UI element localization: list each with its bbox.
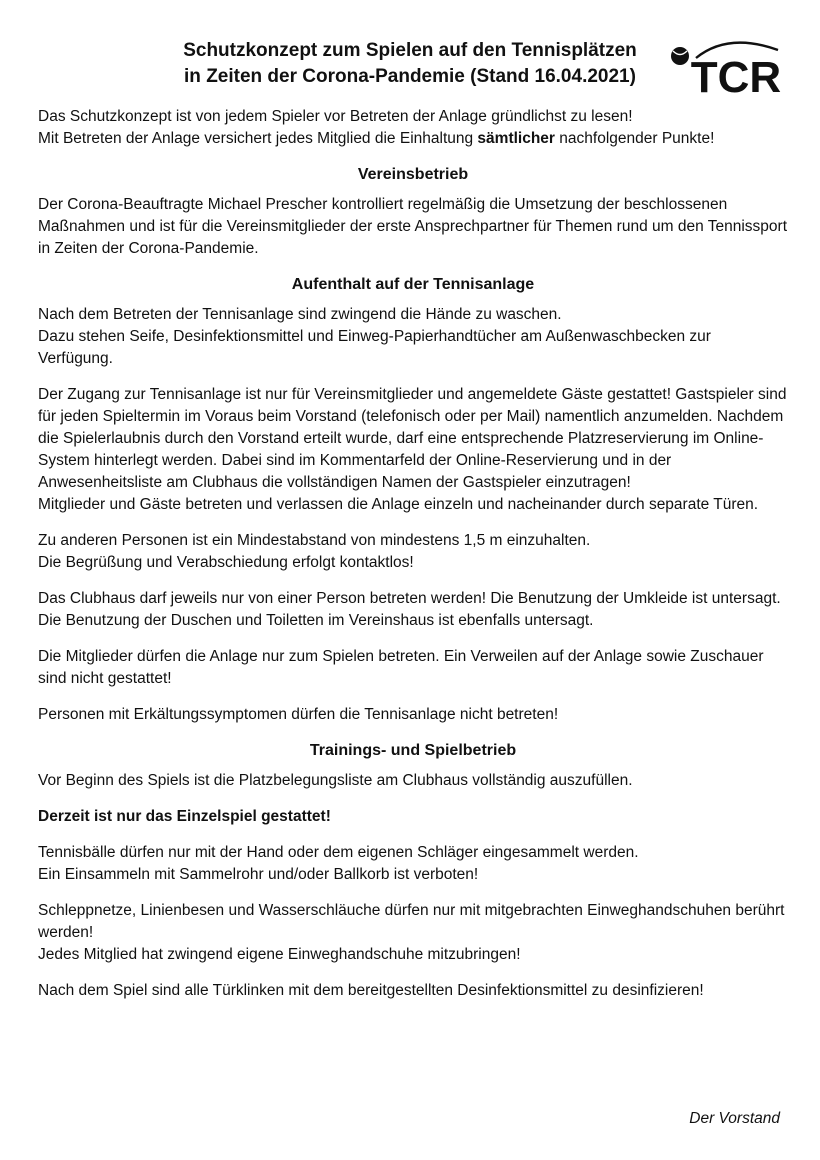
paragraph-handschuhe bbox=[38, 900, 788, 966]
document-body bbox=[38, 106, 788, 1016]
title-line-1: Schutzkonzept zum Spielen auf den Tennisplätzen bbox=[183, 40, 637, 61]
document-title bbox=[120, 38, 700, 90]
paragraph-verweilen: Die Mitglieder dürfen die Anlage nur zum Spielen betreten. Ein Verweilen auf der Anlage sowie Zuschauer sind nicht gestattet! bbox=[38, 648, 764, 687]
heading-vereinsbetrieb: Vereinsbetrieb bbox=[357, 166, 469, 183]
paragraph-tuerklinken: Nach dem Spiel sind alle Türklinken mit dem bereitgestellten Desinfektionsmittel zu desinfizieren! bbox=[38, 982, 704, 999]
intro-line-2-end: nachfolgender Punkte! bbox=[554, 130, 715, 147]
paragraph-platzbelegung: Vor Beginn des Spiels ist die Platzbelegungsliste am Clubhaus vollständig auszufüllen. bbox=[38, 772, 633, 789]
intro-line-2-start: Mit Betreten der Anlage versichert jedes Mitglied die Einhaltung bbox=[38, 130, 478, 147]
paragraph-zugang bbox=[38, 384, 788, 516]
paragraph-vereinsbetrieb: Der Corona-Beauftragte Michael Prescher kontrolliert regelmäßig die Umsetzung der beschlossenen Maßnahmen und ist für die Vereinsmitglieder der erste Ansprechpartner für Themen rund um den Tennissport in Zeiten der Corona-Pandemie. bbox=[38, 196, 787, 257]
paragraph-tennisbaelle bbox=[38, 842, 788, 886]
text-line: Nach dem Betreten der Tennisanlage sind zwingend die Hände zu waschen. bbox=[38, 306, 562, 323]
title-line-2: in Zeiten der Corona-Pandemie (Stand 16.04.2021) bbox=[184, 66, 636, 87]
tcr-logo bbox=[668, 36, 804, 100]
text-line: Schleppnetze, Linienbesen und Wasserschläuche dürfen nur mit mitgebrachten Einweghandschuhen berührt werden! bbox=[38, 902, 785, 941]
text-line: Zu anderen Personen ist ein Mindestabstand von mindestens 1,5 m einzuhalten. bbox=[38, 532, 591, 549]
text-line: Dazu stehen Seife, Desinfektionsmittel und Einweg-Papierhandtücher am Außenwaschbecken zur Verfügung. bbox=[38, 328, 711, 367]
paragraph-einzelspiel: Derzeit ist nur das Einzelspiel gestattet! bbox=[38, 808, 331, 825]
paragraph-abstand bbox=[38, 530, 788, 574]
text-line: Jedes Mitglied hat zwingend eigene Einweghandschuhe mitzubringen! bbox=[38, 946, 521, 963]
signature: Der Vorstand bbox=[689, 1110, 780, 1127]
heading-spielbetrieb: Trainings- und Spielbetrieb bbox=[309, 742, 517, 759]
logo-text: TCR bbox=[690, 53, 782, 100]
paragraph-clubhaus: Das Clubhaus darf jeweils nur von einer Person betreten werden! Die Benutzung der Umkleide ist untersagt. Die Benutzung der Duschen und Toiletten im Vereinshaus ist ebenfalls untersagt. bbox=[38, 590, 781, 629]
intro-emphasis: sämtlicher bbox=[477, 130, 555, 147]
paragraph-symptome: Personen mit Erkältungssymptomen dürfen die Tennisanlage nicht betreten! bbox=[38, 706, 559, 723]
tennis-ball-icon bbox=[671, 47, 689, 65]
intro-paragraph bbox=[38, 106, 788, 150]
text-line: Der Zugang zur Tennisanlage ist nur für Vereinsmitglieder und angemeldete Gäste gestattet! Gastspieler sind für jeden Spieltermin im Voraus beim Vorstand (telefonisch oder per Mail) namentlich anzumelden. Nachdem die Spielerlaubnis durch den Vorstand erteilt wurde, darf eine entsprechende Platzreservierung im Online-System hinterlegt werden. Dabei sind im Kommentarfeld der Online-Reservierung und in der Anwesenheitsliste am Clubhaus die vollständigen Namen der Gastspieler einzutragen! bbox=[38, 386, 787, 491]
text-line: Ein Einsammeln mit Sammelrohr und/oder Ballkorb ist verboten! bbox=[38, 866, 479, 883]
text-line: Mitglieder und Gäste betreten und verlassen die Anlage einzeln und nacheinander durch separate Türen. bbox=[38, 496, 759, 513]
text-line: Tennisbälle dürfen nur mit der Hand oder dem eigenen Schläger eingesammelt werden. bbox=[38, 844, 639, 861]
text-line: Die Begrüßung und Verabschiedung erfolgt kontaktlos! bbox=[38, 554, 414, 571]
heading-aufenthalt: Aufenthalt auf der Tennisanlage bbox=[291, 276, 535, 293]
paragraph-haendewaschen bbox=[38, 304, 788, 370]
intro-line-1: Das Schutzkonzept ist von jedem Spieler vor Betreten der Anlage gründlichst zu lesen! bbox=[38, 108, 633, 125]
